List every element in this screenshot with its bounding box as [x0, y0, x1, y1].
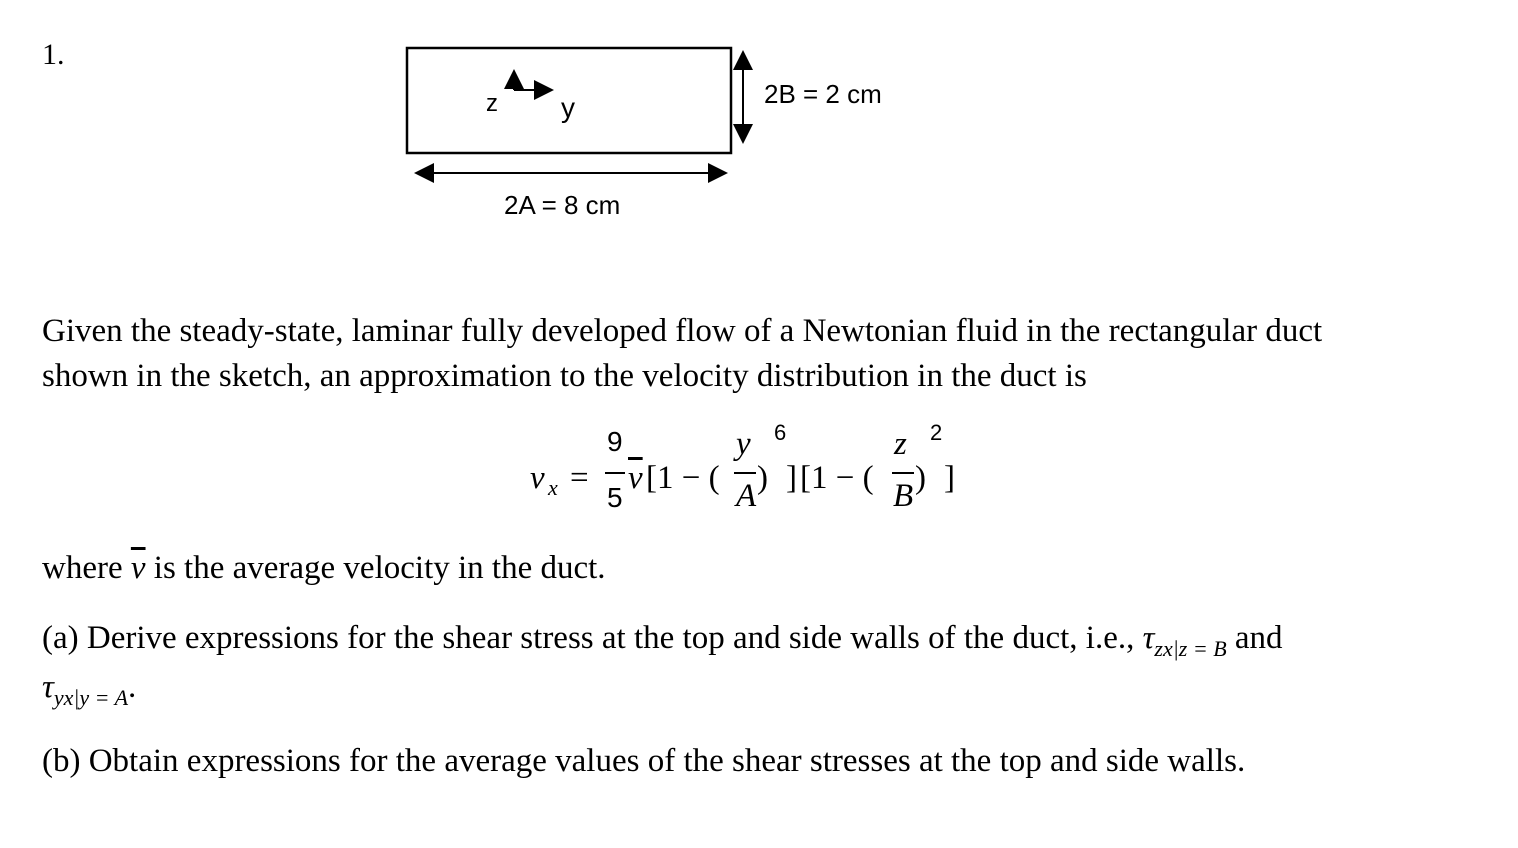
- part-a-end: .: [128, 669, 137, 705]
- part-a-line-2: [42, 664, 136, 713]
- height-label: 2B = 2 cm: [764, 79, 882, 109]
- part-a-and: and: [1226, 620, 1283, 656]
- width-label: 2A = 8 cm: [504, 190, 621, 220]
- tau-yx-symbol: τ: [42, 669, 54, 705]
- eq-bracket-2-close: ]: [944, 460, 955, 496]
- eq-bracket-2-open: [1 − (: [800, 460, 874, 496]
- eq-lhs-sub: x: [548, 475, 558, 500]
- eq-frac2-denominator: B: [893, 478, 914, 514]
- eq-frac1-denominator: A: [736, 478, 757, 514]
- eq-bracket-1-open: [1 − (: [646, 460, 720, 496]
- part-a-text: (a) Derive expressions for the shear stress at the top and side walls of the duct, i.e.,: [42, 620, 1143, 656]
- where-prefix: where: [42, 550, 131, 586]
- velocity-equation: [0, 420, 1518, 520]
- tau-yx-subscript: yx|y = A: [53, 685, 129, 710]
- where-suffix: is the average velocity in the duct.: [145, 550, 606, 586]
- part-b-line: (b) Obtain expressions for the average values of the shear stresses at the top and side walls.: [42, 743, 1246, 779]
- eq-frac1-numerator: y: [736, 426, 751, 462]
- question-number: 1.: [42, 38, 65, 71]
- where-line: [42, 545, 606, 591]
- eq-frac1-close: ): [757, 460, 768, 496]
- eq-exponent-6: 6: [774, 420, 787, 445]
- eq-coef-denominator: 5: [607, 482, 623, 513]
- tau-zx-symbol: τ: [1142, 620, 1155, 656]
- eq-frac1-bar: [734, 472, 756, 474]
- z-axis-label: z: [486, 90, 498, 117]
- eq-bracket-1-close: ]: [786, 460, 797, 496]
- intro-line-1: Given the steady-state, laminar fully developed flow of a Newtonian fluid in the rectangular duct: [42, 313, 1323, 349]
- eq-equals: =: [570, 460, 589, 496]
- eq-frac2-bar: [892, 472, 914, 474]
- eq-frac2-numerator: z: [894, 426, 907, 462]
- part-a-line-1: [42, 615, 1283, 664]
- duct-sketch: [0, 0, 1518, 260]
- eq-coef-numerator: 9: [607, 426, 623, 457]
- eq-lhs: v: [530, 460, 545, 496]
- tau-zx-subscript: zx|z = B: [1154, 636, 1227, 661]
- eq-frac2-close: ): [915, 460, 926, 496]
- where-average-velocity: $\overline{v}$: [130, 550, 146, 586]
- intro-line-2: shown in the sketch, an approximation to the velocity distribution in the duct is: [42, 358, 1087, 394]
- y-axis-label: y: [561, 92, 575, 123]
- eq-average-velocity: $\overline{v}$: [628, 460, 643, 496]
- eq-coef-fraction-bar: [605, 472, 625, 474]
- eq-exponent-2: 2: [930, 420, 943, 445]
